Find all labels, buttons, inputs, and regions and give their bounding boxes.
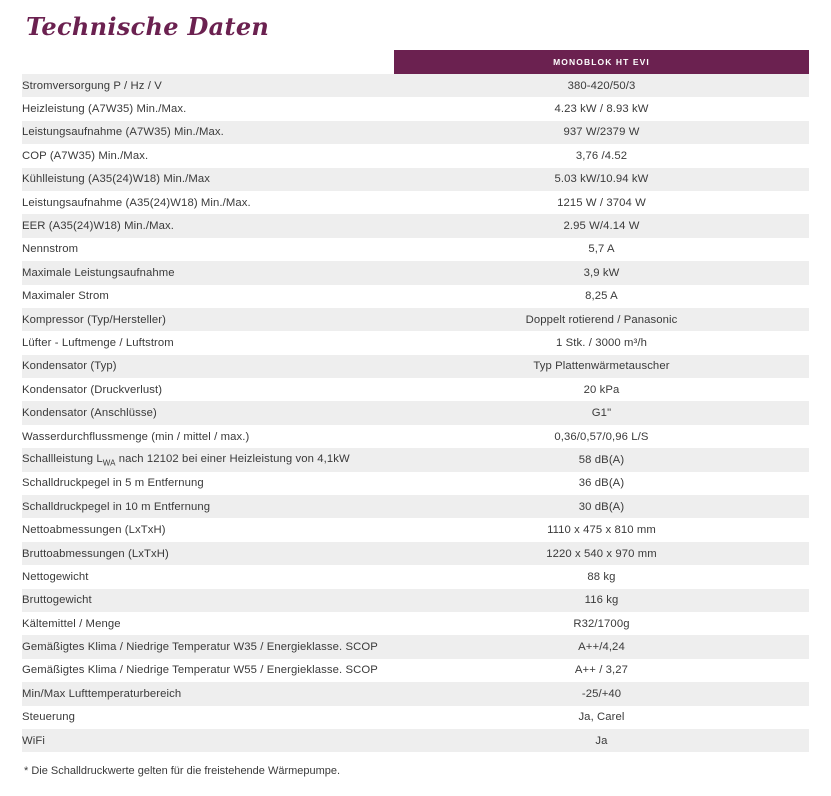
spec-value: 0,36/0,57/0,96 L/S bbox=[394, 425, 809, 448]
table-row bbox=[22, 285, 809, 308]
spec-label: Min/Max Lufttemperaturbereich bbox=[22, 682, 394, 705]
spec-label: Maximale Leistungsaufnahme bbox=[22, 261, 394, 284]
table-row bbox=[22, 448, 809, 471]
table-row bbox=[22, 401, 809, 424]
table-row bbox=[22, 144, 809, 167]
spec-label: Kühlleistung (A35(24)W18) Min./Max bbox=[22, 168, 394, 191]
spec-value: 20 kPa bbox=[394, 378, 809, 401]
spec-label: Kompressor (Typ/Hersteller) bbox=[22, 308, 394, 331]
table-row bbox=[22, 612, 809, 635]
spec-value: 58 dB(A) bbox=[394, 448, 809, 471]
spec-label: Maximaler Strom bbox=[22, 285, 394, 308]
table-row bbox=[22, 589, 809, 612]
table-row bbox=[22, 261, 809, 284]
table-row bbox=[22, 565, 809, 588]
spec-value: 4.23 kW / 8.93 kW bbox=[394, 97, 809, 120]
table-row bbox=[22, 355, 809, 378]
table-row bbox=[22, 542, 809, 565]
table-row bbox=[22, 97, 809, 120]
table-row bbox=[22, 518, 809, 541]
spec-value: Typ Plattenwärmetauscher bbox=[394, 355, 809, 378]
table-row bbox=[22, 74, 809, 97]
spec-label: Schallleistung $L_{WA}$ nach 12102 bei einer Heizleistung von 4,1kW bbox=[22, 448, 394, 471]
table-row bbox=[22, 331, 809, 354]
spec-value: -25/+40 bbox=[394, 682, 809, 705]
spec-value: 8,25 A bbox=[394, 285, 809, 308]
table-row bbox=[22, 238, 809, 261]
spec-value: 30 dB(A) bbox=[394, 495, 809, 518]
spec-value: A++ / 3,27 bbox=[394, 659, 809, 682]
table-row bbox=[22, 425, 809, 448]
spec-value: 88 kg bbox=[394, 565, 809, 588]
table-row bbox=[22, 706, 809, 729]
spec-label: Steuerung bbox=[22, 706, 394, 729]
spec-label: Schalldruckpegel in 5 m Entfernung bbox=[22, 472, 394, 495]
spec-value: A++/4,24 bbox=[394, 635, 809, 658]
spec-value: 380-420/50/3 bbox=[394, 74, 809, 97]
spec-value: 1110 x 475 x 810 mm bbox=[394, 518, 809, 541]
table-row bbox=[22, 308, 809, 331]
spec-label: Bruttoabmessungen (LxTxH) bbox=[22, 542, 394, 565]
table-row bbox=[22, 495, 809, 518]
spec-value: 3,76 /4.52 bbox=[394, 144, 809, 167]
table-header-model: MONOBLOK HT EVI bbox=[394, 50, 809, 74]
spec-label: Nennstrom bbox=[22, 238, 394, 261]
footnote: * Die Schalldruckwerte gelten für die freistehende Wärmepumpe. bbox=[24, 765, 341, 777]
table-header-row bbox=[22, 50, 809, 74]
spec-value: 1215 W / 3704 W bbox=[394, 191, 809, 214]
spec-value: 5,7 A bbox=[394, 238, 809, 261]
spec-value: Doppelt rotierend / Panasonic bbox=[394, 308, 809, 331]
table-row bbox=[22, 729, 809, 752]
table-row bbox=[22, 472, 809, 495]
spec-label: Kondensator (Druckverlust) bbox=[22, 378, 394, 401]
table-row bbox=[22, 659, 809, 682]
spec-label: Kondensator (Typ) bbox=[22, 355, 394, 378]
table-row bbox=[22, 214, 809, 237]
spec-label: Kältemittel / Menge bbox=[22, 612, 394, 635]
table-row bbox=[22, 168, 809, 191]
spec-label: Nettoabmessungen (LxTxH) bbox=[22, 518, 394, 541]
spec-value: G1" bbox=[394, 401, 809, 424]
spec-value: 1220 x 540 x 970 mm bbox=[394, 542, 809, 565]
spec-label: Gemäßigtes Klima / Niedrige Temperatur W35 / Energieklasse. SCOP bbox=[22, 635, 394, 658]
spec-value: 3,9 kW bbox=[394, 261, 809, 284]
spec-value: 937 W/2379 W bbox=[394, 121, 809, 144]
spec-label: WiFi bbox=[22, 729, 394, 752]
spec-label: Nettogewicht bbox=[22, 565, 394, 588]
table-row bbox=[22, 635, 809, 658]
spec-value: Ja, Carel bbox=[394, 706, 809, 729]
spec-label: Bruttogewicht bbox=[22, 589, 394, 612]
spec-label: Gemäßigtes Klima / Niedrige Temperatur W55 / Energieklasse. SCOP bbox=[22, 659, 394, 682]
spec-value: 1 Stk. / 3000 m³/h bbox=[394, 331, 809, 354]
table-row bbox=[22, 191, 809, 214]
table-row bbox=[22, 378, 809, 401]
table-row bbox=[22, 121, 809, 144]
spec-label: Lüfter - Luftmenge / Luftstrom bbox=[22, 331, 394, 354]
spec-label: Leistungsaufnahme (A7W35) Min./Max. bbox=[22, 121, 394, 144]
spec-value: 2.95 W/4.14 W bbox=[394, 214, 809, 237]
spec-value: 116 kg bbox=[394, 589, 809, 612]
spec-value: 36 dB(A) bbox=[394, 472, 809, 495]
spec-label: Wasserdurchflussmenge (min / mittel / max.) bbox=[22, 425, 394, 448]
spec-value: R32/1700g bbox=[394, 612, 809, 635]
page-title: Technische Daten bbox=[26, 12, 270, 41]
spec-label: Heizleistung (A7W35) Min./Max. bbox=[22, 97, 394, 120]
spec-label: Kondensator (Anschlüsse) bbox=[22, 401, 394, 424]
spec-value: 5.03 kW/10.94 kW bbox=[394, 168, 809, 191]
table-row bbox=[22, 682, 809, 705]
spec-label: EER (A35(24)W18) Min./Max. bbox=[22, 214, 394, 237]
spec-label: Leistungsaufnahme (A35(24)W18) Min./Max. bbox=[22, 191, 394, 214]
spec-label: Stromversorgung P / Hz / V bbox=[22, 74, 394, 97]
spec-label: Schalldruckpegel in 10 m Entfernung bbox=[22, 495, 394, 518]
table-header-blank bbox=[22, 50, 394, 74]
spec-value: Ja bbox=[394, 729, 809, 752]
specifications-table bbox=[22, 50, 809, 752]
spec-label: COP (A7W35) Min./Max. bbox=[22, 144, 394, 167]
